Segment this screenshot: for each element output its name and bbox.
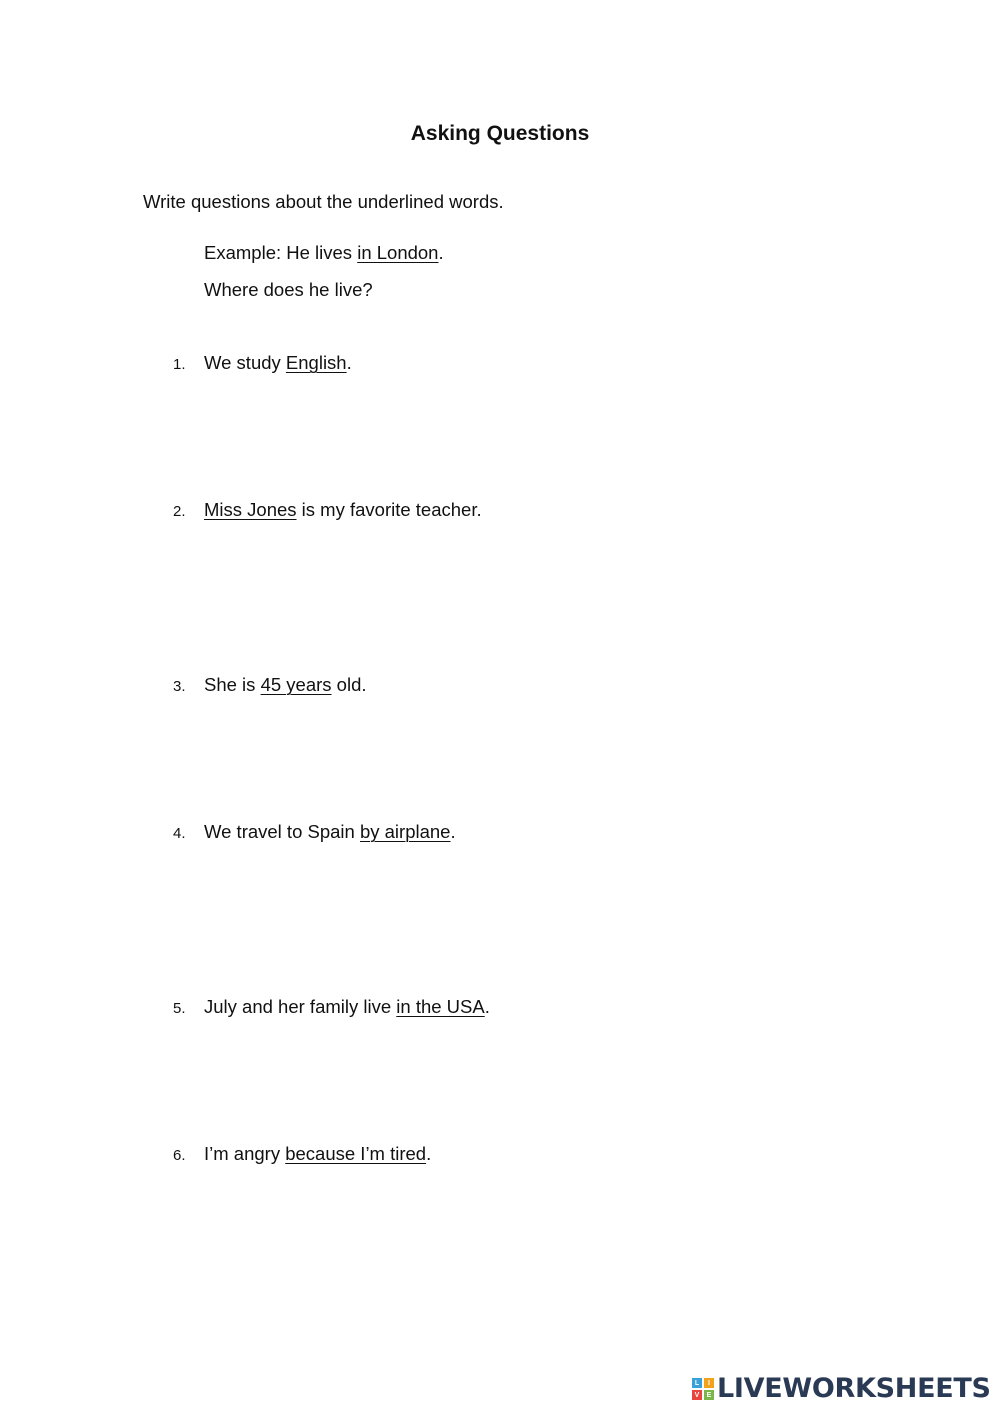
logo-tile-v: V: [692, 1390, 702, 1400]
item-sentence: [204, 819, 456, 845]
item-sentence: [204, 497, 482, 523]
example-text-after: .: [438, 242, 444, 263]
item-text-after: is my favorite teacher.: [296, 499, 482, 520]
item-number: 6.: [173, 1147, 186, 1164]
question-item-5: [173, 994, 490, 1022]
item-number: 1.: [173, 356, 186, 373]
item-text-before: We study: [204, 352, 286, 373]
item-underlined-words: by airplane: [359, 821, 451, 842]
item-text-after: .: [346, 352, 352, 373]
question-item-1: [173, 350, 352, 378]
question-item-2: [173, 497, 482, 525]
logo-tile-l: L: [692, 1378, 702, 1388]
item-text-before: She is: [204, 674, 261, 695]
item-text-before: July and her family live: [204, 996, 397, 1017]
item-underlined-words: 45 years: [260, 674, 332, 695]
logo-wordmark: LIVEWORKSHEETS: [717, 1373, 991, 1404]
logo-icon: [692, 1378, 714, 1400]
item-number: 3.: [173, 678, 186, 695]
item-sentence: [204, 994, 490, 1020]
logo-tile-e: E: [704, 1390, 714, 1400]
question-item-3: [173, 672, 367, 700]
item-text-after: .: [450, 821, 456, 842]
question-item-6: [173, 1141, 431, 1169]
item-sentence: [204, 1141, 431, 1167]
example-text-before: Example: He lives: [204, 242, 358, 263]
example-answer: Where does he live?: [204, 279, 373, 300]
item-sentence: [204, 672, 367, 698]
item-text-after: .: [426, 1143, 432, 1164]
question-item-4: [173, 819, 456, 847]
logo-tile-i: I: [704, 1378, 714, 1388]
item-underlined-words: in the USA: [396, 996, 485, 1017]
item-number: 5.: [173, 1000, 186, 1017]
item-number: 4.: [173, 825, 186, 842]
item-underlined-words: because I’m tired: [285, 1143, 427, 1164]
item-underlined-words: English: [285, 352, 347, 373]
item-text-after: .: [484, 996, 490, 1017]
item-text-before: We travel to Spain: [204, 821, 360, 842]
example-underlined-words: in London: [357, 242, 439, 263]
item-text-before: I’m angry: [204, 1143, 286, 1164]
item-underlined-words: Miss Jones: [204, 499, 297, 520]
item-number: 2.: [173, 503, 186, 520]
liveworksheets-logo: [692, 1373, 991, 1405]
item-sentence: [204, 350, 352, 376]
page-title: Asking Questions: [410, 122, 590, 145]
example-sentence: [204, 240, 444, 266]
item-text-after: old.: [331, 674, 367, 695]
instruction-text: Write questions about the underlined words.: [143, 191, 504, 212]
